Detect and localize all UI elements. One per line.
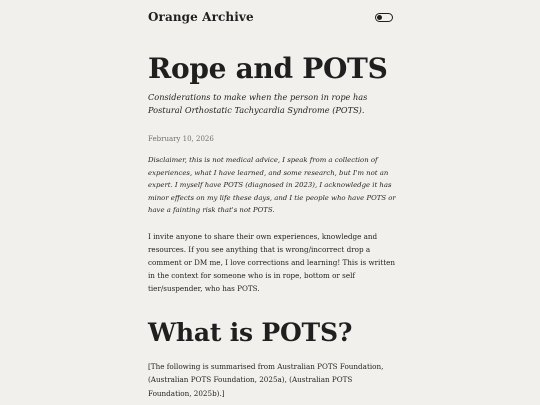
post-date: February 10, 2026 bbox=[148, 135, 214, 143]
theme-toggle-icon[interactable] bbox=[375, 13, 393, 22]
site-header bbox=[148, 10, 396, 28]
disclaimer-paragraph: Disclaimer, this is not medical advice, I speak from a collection of experiences, what I have learned, and some research, but I'm not an expert. I myself have POTS (diagnosed in 2023), I acknowledge it has minor effects on my life these days, and I tie people who have POTS or have a fainting risk that's not POTS. bbox=[148, 156, 396, 215]
section-heading: What is POTS? bbox=[148, 318, 353, 347]
citation-paragraph: [The following is summarised from Australian POTS Foundation, (Australian POTS Foundation, 2025a), (Australian POTS Foundation, 2025b).] bbox=[148, 362, 384, 398]
invite-paragraph: I invite anyone to share their own experiences, knowledge and resources. If you see anything that is wrong/incorrect drop a comment or DM me, I love corrections and learning! This is written in the context for someone who is in rope, bottom or self tier/suspender, who has POTS. bbox=[148, 232, 396, 294]
post-title: Rope and POTS bbox=[148, 52, 388, 85]
site-title-link[interactable]: Orange Archive bbox=[148, 10, 254, 24]
theme-toggle-knob bbox=[377, 15, 382, 20]
post-subtitle: Considerations to make when the person in rope has Postural Orthostatic Tachycardia Syndrome (POTS). bbox=[148, 92, 368, 115]
